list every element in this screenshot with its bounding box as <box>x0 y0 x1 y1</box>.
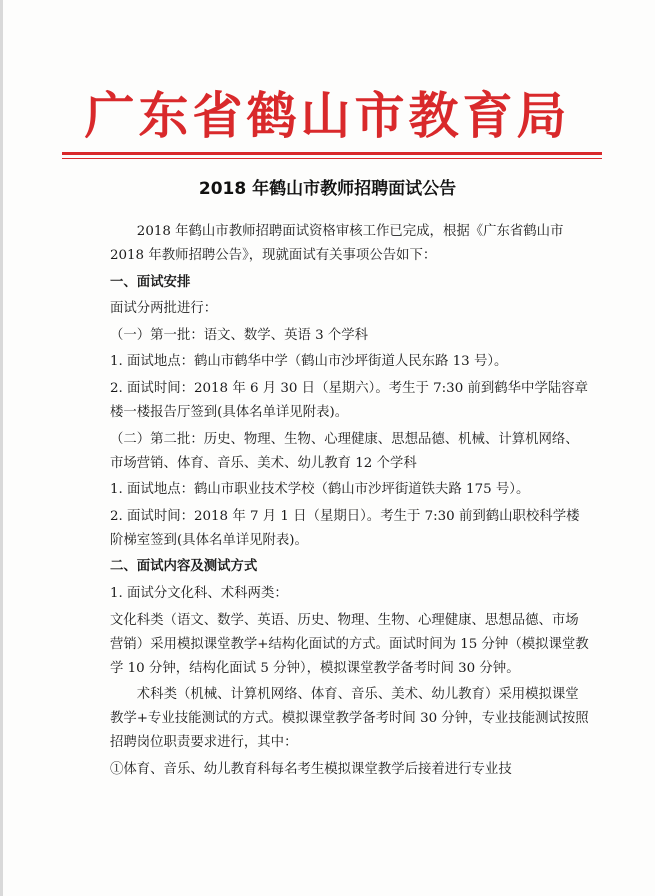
document-title: 2018 年鹤山市教师招聘面试公告 <box>198 179 457 199</box>
section-heading-2: 二、面试内容及测试方式 <box>110 559 258 575</box>
masthead: 广东省鹤山市教育局 <box>84 86 571 145</box>
paragraph: （一）第一批：语文、数学、英语 3 个学科 <box>110 327 369 343</box>
masthead-rule-thick <box>62 152 602 155</box>
paragraph: （二）第二批：历史、物理、生物、心理健康、思想品德、机械、计算机网络、市场营销、体育、音乐、美术、幼儿教育 12 个学科 <box>110 431 579 471</box>
masthead-rule-thin <box>62 158 602 159</box>
paragraph: 2. 面试时间：2018 年 6 月 30 日（星期六）。考生于 7:30 前到鹤华中学陆容章楼一楼报告厅签到(具体名单详见附表)。 <box>110 380 588 420</box>
paragraph: 术科类（机械、计算机网络、体育、音乐、美术、幼儿教育）采用模拟课堂教学+专业技能测试的方式。模拟课堂教学备考时间 30 分钟，专业技能测试按照招聘岗位职责要求进行，其中： <box>110 687 589 751</box>
paragraph: 1. 面试分文化科、术科两类： <box>110 585 288 601</box>
paragraph: 2. 面试时间：2018 年 7 月 1 日（星期日）。考生于 7:30 前到鹤山职校科学楼阶梯室签到(具体名单详见附表)。 <box>110 508 580 548</box>
paragraph: 面试分两批进行： <box>110 301 218 317</box>
paragraph: 1. 面试地点：鹤山市职业技术学校（鹤山市沙坪街道铁夫路 175 号）。 <box>110 482 530 498</box>
paragraph: 1. 面试地点：鹤山市鹤华中学（鹤山市沙坪街道人民东路 13 号）。 <box>110 354 508 370</box>
paragraph: 文化科类（语文、数学、英语、历史、物理、生物、心理健康、思想品德、市场营销）采用模拟课堂教学+结构化面试的方式。面试时间为 15 分钟（模拟课堂教学 10 分钟，结构化面试 5 分钟），模拟课堂教学备考时间 30 分钟。 <box>110 612 589 676</box>
paragraph-intro: 2018 年鹤山市教师招聘面试资格审核工作已完成，根据《广东省鹤山市 2018 年教师招聘公告》，现就面试有关事项公告如下： <box>110 224 564 263</box>
document-body <box>110 220 592 784</box>
paragraph: ①体育、音乐、幼儿教育科每名考生模拟课堂教学后接着进行专业技 <box>110 761 512 777</box>
section-heading-1: 一、面试安排 <box>110 274 191 290</box>
